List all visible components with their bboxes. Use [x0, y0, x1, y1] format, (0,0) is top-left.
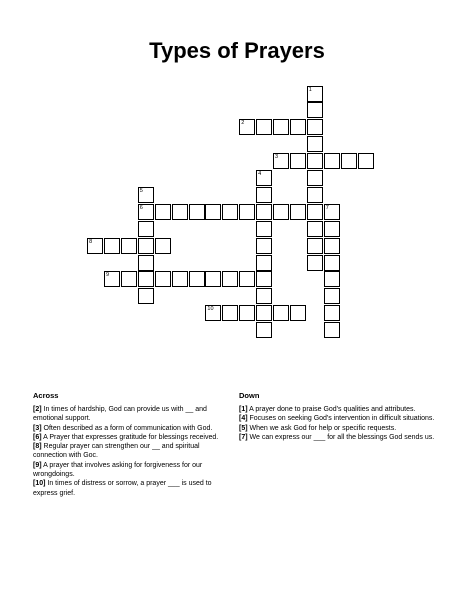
- clue-number-label: 9: [106, 272, 110, 279]
- grid-cell[interactable]: [256, 170, 272, 186]
- grid-cell[interactable]: [273, 305, 289, 321]
- clue-text: In times of hardship, God can provide us with __ and emotional support.: [33, 406, 207, 423]
- clue-number-label: 6: [139, 204, 143, 211]
- clue-number-label: 2: [241, 120, 245, 127]
- grid-cell[interactable]: [273, 204, 289, 220]
- grid-cell[interactable]: [307, 255, 323, 271]
- grid-cell[interactable]: [290, 153, 306, 169]
- grid-cell[interactable]: [324, 204, 340, 220]
- clue-text: Often described as a form of communication with God.: [41, 424, 213, 432]
- grid-cell[interactable]: [256, 322, 272, 338]
- clue-number-label: 5: [139, 187, 143, 194]
- grid-cell[interactable]: [358, 153, 374, 169]
- clue-text: A prayer done to praise God's qualities and attributes.: [247, 406, 416, 413]
- grid-cell[interactable]: [324, 255, 340, 271]
- grid-cell[interactable]: [138, 187, 154, 203]
- grid-cell[interactable]: [307, 170, 323, 186]
- grid-cell[interactable]: [222, 305, 238, 321]
- grid-cell[interactable]: [256, 204, 272, 220]
- clue-number-label: 8: [89, 238, 93, 245]
- puzzle-title: Types of Prayers: [149, 38, 325, 63]
- grid-cell[interactable]: [155, 271, 171, 287]
- grid-cell[interactable]: [104, 238, 120, 254]
- grid-cell[interactable]: [138, 255, 154, 271]
- down-clues: [239, 391, 449, 442]
- grid-cell[interactable]: [290, 305, 306, 321]
- grid-cell[interactable]: [324, 288, 340, 304]
- grid-cell[interactable]: [256, 187, 272, 203]
- across-clue: [33, 442, 233, 461]
- clue-number: [2]: [33, 406, 42, 413]
- grid-cell[interactable]: [324, 322, 340, 338]
- clue-number-label: 4: [258, 171, 262, 177]
- clue-number: [9]: [33, 461, 42, 469]
- grid-cell[interactable]: [256, 271, 272, 287]
- clue-number: [6]: [33, 433, 42, 441]
- grid-cell[interactable]: [239, 119, 255, 135]
- clue-text: A Prayer that expresses gratitude for blessings received.: [41, 433, 219, 441]
- grid-cell[interactable]: [239, 204, 255, 220]
- across-clue: [33, 424, 233, 433]
- grid-cell[interactable]: [307, 221, 323, 237]
- grid-cell[interactable]: [104, 271, 120, 287]
- grid-cell[interactable]: [87, 238, 103, 254]
- across-clue: [33, 461, 233, 480]
- grid-cell[interactable]: [172, 204, 188, 220]
- grid-cell[interactable]: [307, 204, 323, 220]
- grid-cell[interactable]: [256, 119, 272, 135]
- grid-cell[interactable]: [138, 271, 154, 287]
- across-clue: [33, 433, 233, 442]
- grid-cell[interactable]: [324, 221, 340, 237]
- grid-cell[interactable]: [121, 238, 137, 254]
- grid-cell[interactable]: [256, 288, 272, 304]
- clue-number: [5]: [239, 424, 248, 432]
- grid-cell[interactable]: [290, 204, 306, 220]
- grid-cell[interactable]: [138, 221, 154, 237]
- clue-number: [7]: [239, 433, 248, 441]
- down-clue: [239, 414, 449, 423]
- grid-cell[interactable]: [324, 153, 340, 169]
- grid-cell[interactable]: [307, 136, 323, 152]
- grid-cell[interactable]: [138, 288, 154, 304]
- clue-number: [4]: [239, 415, 248, 423]
- down-clue: [239, 433, 449, 442]
- clue-text: Focuses on seeking God's intervention in difficult situations.: [247, 415, 435, 423]
- grid-cell[interactable]: [155, 204, 171, 220]
- clue-number: [3]: [33, 424, 42, 432]
- grid-cell[interactable]: [239, 271, 255, 287]
- grid-cell[interactable]: [138, 238, 154, 254]
- grid-cell[interactable]: [324, 271, 340, 287]
- clue-text: We can express our ___ for all the blessings God sends us.: [247, 433, 435, 441]
- grid-cell[interactable]: [273, 153, 289, 169]
- grid-cell[interactable]: [256, 238, 272, 254]
- clue-text: Regular prayer can strengthen our __ and spiritual connection with Goc.: [33, 443, 200, 460]
- grid-cell[interactable]: [307, 102, 323, 118]
- across-clues: [33, 391, 233, 498]
- clue-number-label: 7: [325, 204, 329, 211]
- clue-number: [8]: [33, 443, 42, 451]
- clue-text: When we ask God for help or specific requests.: [247, 424, 397, 432]
- clue-text: A prayer that involves asking for forgiveness for our wrongdoings.: [33, 461, 203, 479]
- down-heading: Down: [239, 391, 260, 400]
- grid-cell[interactable]: [138, 204, 154, 220]
- grid-cell[interactable]: [307, 187, 323, 203]
- clue-number-label: 3: [275, 154, 279, 161]
- grid-cell[interactable]: [205, 271, 221, 287]
- clue-number: [1]: [239, 406, 248, 413]
- grid-cell[interactable]: [239, 305, 255, 321]
- grid-cell[interactable]: [205, 305, 221, 321]
- grid-cell[interactable]: [307, 238, 323, 254]
- across-clue: [33, 405, 233, 424]
- grid-cell[interactable]: [341, 153, 357, 169]
- grid-cell[interactable]: [307, 86, 323, 102]
- grid-cell[interactable]: [324, 305, 340, 321]
- grid-cell[interactable]: [222, 204, 238, 220]
- grid-cell[interactable]: [307, 153, 323, 169]
- grid-cell[interactable]: [189, 204, 205, 220]
- clue-number-label: 10: [207, 306, 214, 313]
- grid-cell[interactable]: [155, 238, 171, 254]
- across-clue: [33, 479, 233, 498]
- down-clue: [239, 405, 449, 414]
- grid-cell[interactable]: [172, 271, 188, 287]
- grid-cell[interactable]: [205, 204, 221, 220]
- grid-cell[interactable]: [256, 255, 272, 271]
- clue-number-label: 1: [308, 86, 312, 93]
- down-clue: [239, 424, 449, 433]
- across-heading: Across: [33, 391, 59, 400]
- grid-cell[interactable]: [256, 221, 272, 237]
- grid-cell[interactable]: [222, 271, 238, 287]
- grid-cell[interactable]: [324, 238, 340, 254]
- clue-text: In times of distress or sorrow, a prayer ___ is used to express grief.: [33, 480, 212, 497]
- grid-cell[interactable]: [121, 271, 137, 287]
- clue-number: [10]: [33, 480, 46, 488]
- grid-cell[interactable]: [307, 119, 323, 135]
- grid-cell[interactable]: [290, 119, 306, 135]
- grid-cell[interactable]: [273, 119, 289, 135]
- grid-cell[interactable]: [256, 305, 272, 321]
- grid-cell[interactable]: [189, 271, 205, 287]
